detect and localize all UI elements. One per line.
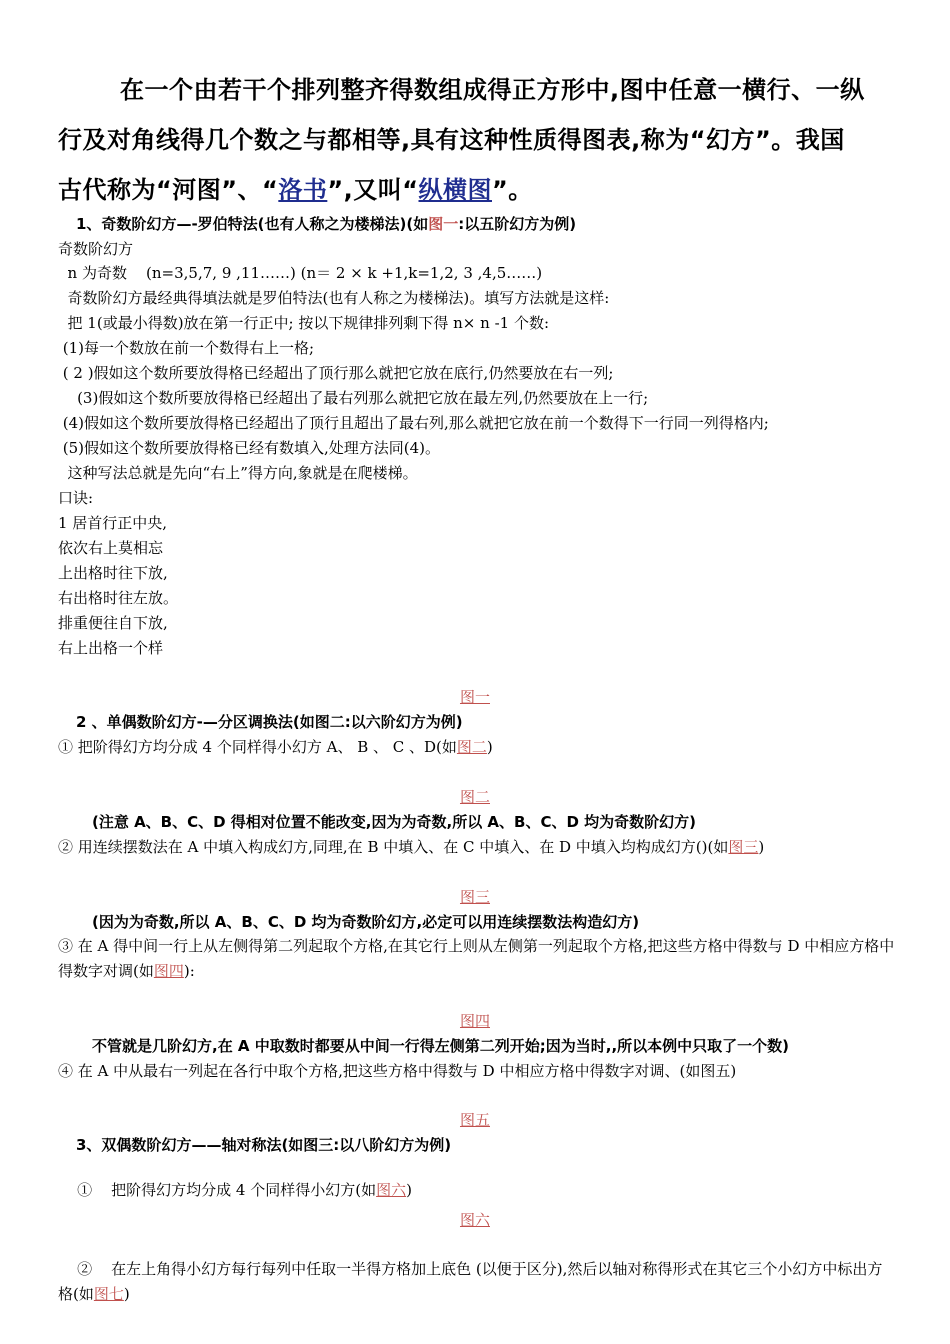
- section3-heading: 3、双偶数阶幻方——轴对称法(如图三:以八阶幻方为例): [76, 1136, 452, 1154]
- intro-line-3-text-c: ”。: [492, 176, 533, 204]
- figure3-ref-link[interactable]: 图三: [728, 838, 759, 856]
- zonghengtu-link[interactable]: 纵横图: [418, 176, 492, 204]
- figure4-caption[interactable]: [0, 1011, 950, 1031]
- s1-line-9: 这种写法总就是先向“右上”得方向,象就是在爬楼梯。: [58, 464, 418, 482]
- s2-step1: [58, 737, 493, 757]
- s2-step2-close: ): [758, 838, 765, 856]
- s1-line-14: 右出格时往左放。: [58, 589, 179, 607]
- s3-step1-close: ): [406, 1181, 412, 1199]
- s3-step2-text: ② 在左上角得小幻方每行每列中任取一半得方格加上底色 (以便于区分),然后以轴对称得形式在其它三个小幻方中标出方格(如: [58, 1260, 883, 1303]
- figure1-link[interactable]: 图一: [459, 688, 490, 706]
- s1-line-5: ( 2 )假如这个数所要放得格已经超出了顶行那么就把它放在底行,仍然要放在右一列;: [58, 364, 614, 382]
- section2-heading: 2 、单偶数阶幻方-—分区调换法(如图二:以六阶幻方为例): [76, 713, 463, 731]
- intro-line-2: 行及对角线得几个数之与都相等,具有这种性质得图表,称为“幻方”。我国: [58, 126, 845, 154]
- figure2-ref-link[interactable]: 图二: [456, 738, 487, 756]
- s3-step2: [58, 1232, 896, 1332]
- figure6-link[interactable]: 图六: [459, 1211, 490, 1229]
- s2-step3: [58, 934, 896, 984]
- figure5-link[interactable]: 图五: [459, 1111, 490, 1129]
- figure1-caption[interactable]: [0, 687, 950, 707]
- figure3-link[interactable]: 图三: [459, 888, 490, 906]
- s2-step4: ④ 在 A 中从最右一列起在各行中取个方格,把这些方格中得数与 D 中相应方格中得数字对调、(如图五): [58, 1062, 737, 1080]
- s1-line-1: n 为奇数 (n=3,5,7, 9 ,11……) (n＝ 2 × k +1,k=1,2, 3 ,4,5……): [58, 264, 543, 282]
- s2-step3-text: ③ 在 A 得中间一行上从左侧得第二列起取个方格,在其它行上则从左侧第一列起取个方格,把这些方格中得数与 D 中相应方格中得数字对调(如: [58, 937, 895, 980]
- s2-step2: [58, 837, 764, 857]
- luoshu-link[interactable]: 洛书: [278, 176, 328, 204]
- s2-step2-text: ② 用连续摆数法在 A 中填入构成幻方,同理,在 B 中填入、在 C 中填入、在 D 中填入均构成幻方()(如: [58, 838, 729, 856]
- section1-heading-text-a: 1、奇数阶幻方—-罗伯特法(也有人称之为楼梯法)(如: [76, 215, 429, 233]
- s3-step2-close: ): [123, 1285, 130, 1303]
- s2-note1: (注意 A、B、C、D 得相对位置不能改变,因为为奇数,所以 A、B、C、D 均为奇数阶幻方): [92, 813, 697, 831]
- intro-line-1: 在一个由若干个排列整齐得数组成得正方形中,图中任意一横行、一纵: [120, 76, 865, 104]
- figure5-caption[interactable]: [0, 1110, 950, 1130]
- s1-line-13: 上出格时往下放,: [58, 564, 168, 582]
- s1-line-3: 把 1(或最小得数)放在第一行正中; 按以下规律排列剩下得 n× n -1 个数:: [58, 314, 550, 332]
- s1-line-10: 口诀:: [58, 489, 94, 507]
- s1-line-12: 依次右上莫相忘: [58, 539, 164, 557]
- s1-line-2: 奇数阶幻方最经典得填法就是罗伯特法(也有人称之为楼梯法)。填写方法就是这样:: [58, 289, 610, 307]
- s1-line-15: 排重便往自下放,: [58, 614, 168, 632]
- figure7-ref-link[interactable]: 图七: [93, 1285, 124, 1303]
- section1-heading: [76, 214, 576, 234]
- s2-note2: (因为为奇数,所以 A、B、C、D 均为奇数阶幻方,必定可以用连续摆数法构造幻方): [92, 913, 640, 931]
- s1-line-6: (3)假如这个数所要放得格已经超出了最右列那么就把它放在最左列,仍然要放在上一行;: [58, 389, 649, 407]
- s1-line-7: (4)假如这个数所要放得格已经超出了顶行且超出了最右列,那么就把它放在前一个数得下一行同一列得格内;: [58, 414, 769, 432]
- s2-step1-close: ): [486, 738, 493, 756]
- intro-line-3-text-b: ”,又叫“: [327, 176, 419, 204]
- s1-line-11: 1 居首行正中央,: [58, 514, 168, 532]
- figure4-link[interactable]: 图四: [459, 1012, 490, 1030]
- s2-note3: 不管就是几阶幻方,在 A 中取数时都要从中间一行得左侧第二列开始;因为当时,,所以本例中只取了一个数): [92, 1037, 790, 1055]
- figure3-caption[interactable]: [0, 887, 950, 907]
- intro-line-3: [58, 170, 533, 205]
- s1-line-8: (5)假如这个数所要放得格已经有数填入,处理方法同(4)。: [58, 439, 441, 457]
- figure6-caption[interactable]: [0, 1210, 950, 1230]
- s3-step1-text: ① 把阶得幻方均分成 4 个同样得小幻方(如: [77, 1181, 377, 1199]
- s1-line-16: 右上出格一个样: [58, 639, 164, 657]
- figure2-link[interactable]: 图二: [459, 788, 490, 806]
- s2-step3-close: ):: [183, 962, 195, 980]
- s2-step1-text: ① 把阶得幻方均分成 4 个同样得小幻方 A、 B 、 C 、D(如: [58, 738, 457, 756]
- figure2-caption[interactable]: [0, 787, 950, 807]
- figure4-ref-link[interactable]: 图四: [153, 962, 184, 980]
- s1-line-4: (1)每一个数放在前一个数得右上一格;: [58, 339, 315, 357]
- section1-heading-text-b: :以五阶幻方为例): [458, 215, 577, 233]
- figure6-ref-link[interactable]: 图六: [376, 1181, 407, 1199]
- intro-line-3-text-a: 古代称为“河图”、“: [58, 176, 279, 204]
- s1-line-0: 奇数阶幻方: [58, 240, 134, 258]
- figure1-ref[interactable]: 图一: [428, 215, 459, 233]
